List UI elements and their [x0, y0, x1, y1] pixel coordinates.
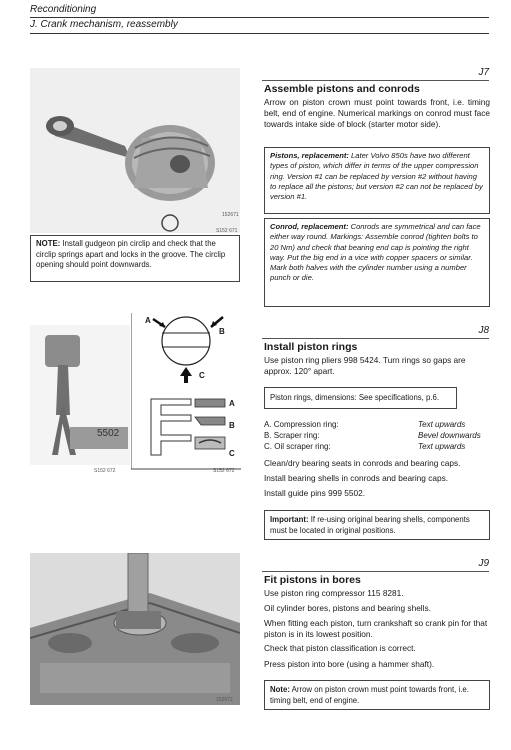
j9-line: Check that piston classification is correct. [264, 643, 416, 653]
note-label: Note: [270, 685, 290, 694]
header-rule [30, 33, 489, 34]
subsection-header: J. Crank mechanism, reassembly [30, 19, 178, 30]
ring-row [264, 442, 490, 453]
label-b: B [219, 327, 225, 336]
j7-title: Assemble pistons and conrods [264, 83, 420, 95]
note-text: Install gudgeon pin circlip and check that the circlip springs apart and locks in the groove. The circlip opening should point downwards. [36, 239, 226, 269]
label-b2: B [229, 421, 235, 430]
j9-line: Oil cylinder bores, pistons and bearing shells. [264, 603, 431, 613]
ring-direction: Text upwards [418, 420, 466, 429]
photo-code: 152671 [222, 212, 239, 218]
j7-body: Arrow on piston crown must point towards front, i.e. timing belt, end of engine. Numerical markings on conrod must face towards intake side of block (starter motor side). [264, 97, 490, 129]
header-rule [30, 17, 489, 18]
j9-line: When fitting each piston, turn crankshaft so crank pin for that piston is in its lowest position. [264, 618, 488, 639]
section-number-j9: J9 [478, 558, 489, 569]
j9-line: Press piston into bore (using a hammer shaft). [264, 659, 435, 669]
j8-body: Use piston ring pliers 998 5424. Turn rings so gaps are approx. 120° apart. [264, 355, 466, 376]
label-a2: A [229, 399, 235, 408]
ring-name: C. Oil scraper ring: [264, 442, 331, 451]
label-c: C [199, 371, 205, 380]
diagram-caption: S152 672 [213, 468, 235, 474]
engine-block-photo [30, 553, 240, 705]
note-text: Arrow on piston crown must point towards front, i.e. timing belt, end of engine. [270, 685, 469, 705]
j9-title: Fit pistons in bores [264, 574, 361, 586]
ring-row [264, 431, 490, 442]
box-label: Conrod, replacement: [270, 222, 349, 231]
ring-name: A. Compression ring: [264, 420, 339, 429]
important-box [264, 510, 490, 540]
pistons-replacement-box [264, 147, 490, 214]
section-header: Reconditioning [30, 4, 97, 15]
j8-line: Install guide pins 999 5502. [264, 488, 366, 498]
j9-line: Use piston ring compressor 115 8281. [264, 588, 404, 598]
box-text: Piston rings, dimensions: See specifications, p.6. [270, 393, 440, 402]
section-rule [262, 571, 489, 572]
section-rule [262, 80, 489, 81]
label-a: A [145, 316, 151, 325]
conrod-replacement-box [264, 218, 490, 307]
j9-note-box [264, 680, 490, 710]
ring-row [264, 420, 490, 431]
piston-ring-diagram [131, 313, 241, 471]
section-number-j8: J8 [478, 325, 489, 336]
photo-code: 152672 [216, 697, 233, 703]
tool-label: 5502 [97, 428, 120, 439]
piston-rings-box [264, 387, 457, 409]
box-text: Later Volvo 850s have two different types of piston, which differ in terms of the upper compression ring. Version #1 can be replaced by version #2 without having to replace all the pistons; but version #2 can not be replaced by version #1. [270, 151, 483, 202]
circlip-note-box [30, 235, 240, 282]
important-label: Important: [270, 515, 309, 524]
j8-line: Clean/dry bearing seats in conrods and bearing caps. [264, 458, 461, 468]
photo-caption: S152 671 [216, 228, 238, 234]
piston-tool-photo [30, 325, 130, 465]
j8-title: Install piston rings [264, 341, 358, 353]
ring-direction: Text upwards [418, 442, 466, 451]
note-label: NOTE: [36, 239, 61, 248]
section-rule [262, 338, 489, 339]
section-number-j7: J7 [478, 67, 489, 78]
box-label: Pistons, replacement: [270, 151, 349, 160]
piston-conrod-photo [30, 68, 240, 233]
photo-caption: S152 672 [94, 468, 116, 474]
ring-direction: Bevel downwards [418, 431, 481, 440]
j8-line: Install bearing shells in conrods and bearing caps. [264, 473, 449, 483]
label-c2: C [229, 449, 235, 458]
important-text: If re-using original bearing shells, components must be located in original positions. [270, 515, 470, 535]
box-text: Conrods are symmetrical and can face either way round. Markings: Assemble conrod (tighten bolts to 20 Nm) and check that bearing end cap is pointing the right way. Put the big end in a vice with copper spacers or similar. Mark both halves with the cylinder number using a number punch or die. [270, 222, 481, 283]
ring-name: B. Scraper ring: [264, 431, 320, 440]
